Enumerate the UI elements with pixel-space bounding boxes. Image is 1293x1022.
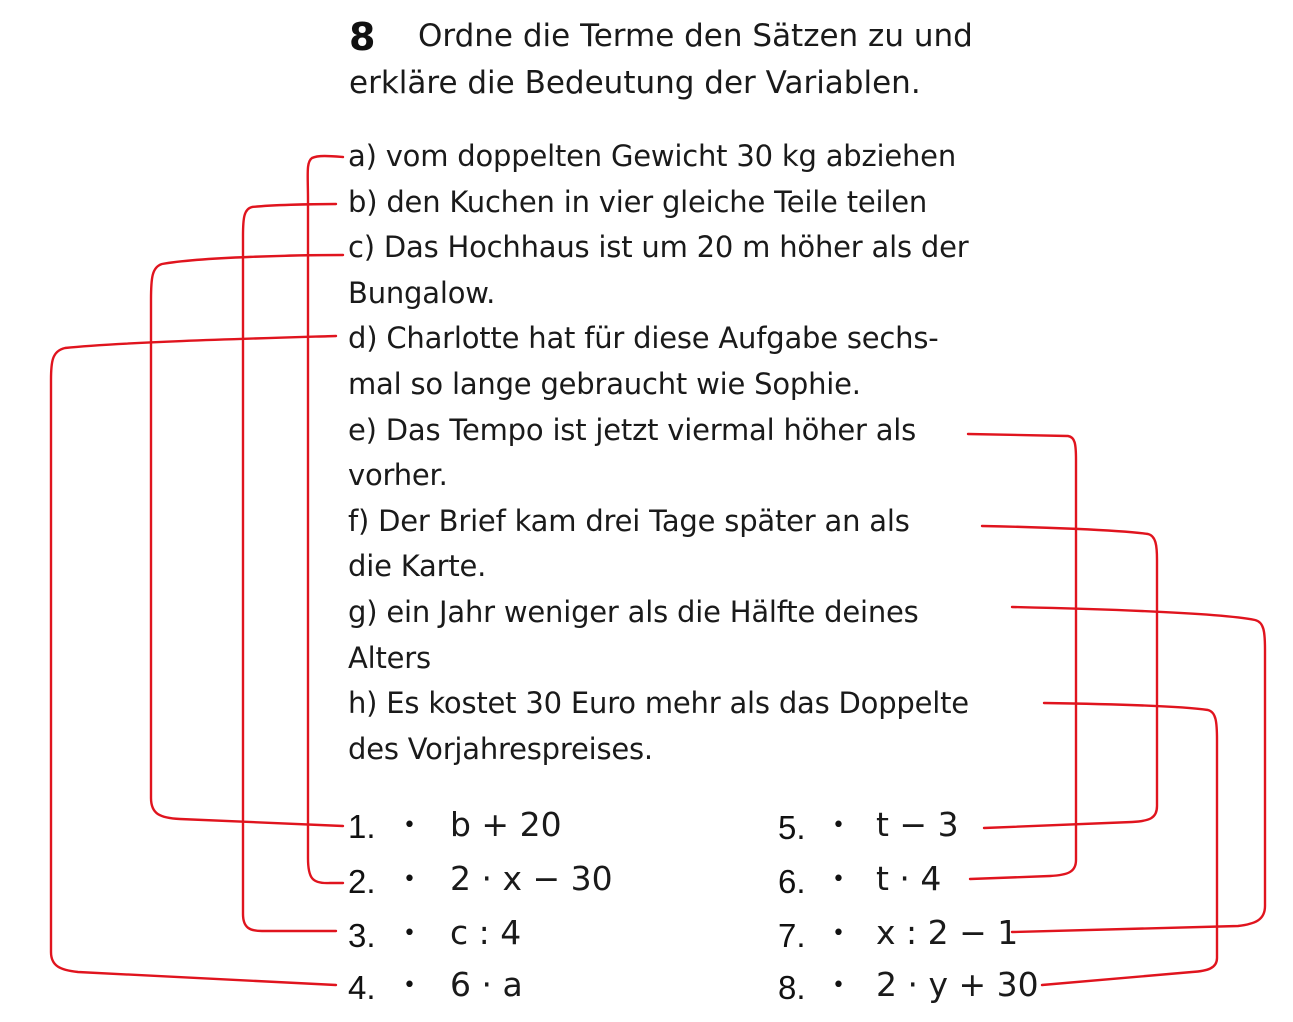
term-7-number: 7. bbox=[778, 917, 806, 954]
term-5-number: 5. bbox=[778, 809, 806, 846]
term-6-number: 6. bbox=[778, 863, 806, 900]
connector-h-to-8 bbox=[1042, 703, 1217, 985]
term-7-bullet: • bbox=[832, 921, 845, 946]
term-1-expression: b + 20 bbox=[450, 805, 562, 844]
term-5-bullet: • bbox=[832, 813, 845, 838]
term-6-bullet: • bbox=[832, 867, 845, 892]
sentence-c-continued: Bungalow. bbox=[348, 276, 496, 310]
sentence-e-continued: vorher. bbox=[348, 458, 448, 492]
term-5-expression: t − 3 bbox=[876, 805, 959, 844]
sentence-f: f) Der Brief kam drei Tage später an als bbox=[348, 504, 910, 538]
term-8-number: 8. bbox=[778, 969, 806, 1006]
term-3-bullet: • bbox=[403, 921, 416, 946]
term-2-bullet: • bbox=[403, 867, 416, 892]
instruction-line-1: Ordne die Terme den Sätzen zu und bbox=[418, 18, 973, 54]
sentence-c: c) Das Hochhaus ist um 20 m höher als der bbox=[348, 230, 969, 264]
connector-d-to-4 bbox=[51, 336, 336, 985]
term-3-expression: c : 4 bbox=[450, 913, 522, 952]
term-2-expression: 2 · x − 30 bbox=[450, 859, 613, 898]
connector-e-to-6 bbox=[968, 434, 1076, 879]
sentence-e: e) Das Tempo ist jetzt viermal höher als bbox=[348, 413, 917, 447]
connector-c-to-1 bbox=[151, 255, 343, 826]
connector-f-to-5 bbox=[982, 526, 1157, 828]
term-1-bullet: • bbox=[403, 813, 416, 838]
term-2-number: 2. bbox=[348, 863, 376, 900]
term-7-expression: x : 2 − 1 bbox=[876, 913, 1019, 952]
term-1-number: 1. bbox=[348, 808, 376, 845]
sentence-g: g) ein Jahr weniger als die Hälfte deines bbox=[348, 595, 919, 629]
sentence-a: a) vom doppelten Gewicht 30 kg abziehen bbox=[348, 139, 956, 173]
sentence-h-continued: des Vorjahrespreises. bbox=[348, 732, 653, 766]
term-8-expression: 2 · y + 30 bbox=[876, 965, 1039, 1004]
sentence-g-continued: Alters bbox=[348, 641, 431, 675]
sentence-d-continued: mal so lange gebraucht wie Sophie. bbox=[348, 367, 861, 401]
connector-a-to-2 bbox=[308, 156, 343, 883]
sentence-d: d) Charlotte hat für diese Aufgabe sechs- bbox=[348, 321, 939, 355]
instruction-line-2: erkläre die Bedeutung der Variablen. bbox=[349, 65, 921, 101]
connector-g-to-7 bbox=[1012, 607, 1265, 932]
connector-b-to-3 bbox=[243, 204, 336, 931]
exercise-number: 8 bbox=[349, 15, 376, 59]
term-4-expression: 6 · a bbox=[450, 965, 523, 1004]
term-3-number: 3. bbox=[348, 917, 376, 954]
sentence-h: h) Es kostet 30 Euro mehr als das Doppelte bbox=[348, 686, 969, 720]
sentence-f-continued: die Karte. bbox=[348, 549, 487, 583]
term-8-bullet: • bbox=[832, 973, 845, 998]
term-6-expression: t · 4 bbox=[876, 859, 942, 898]
sentence-b: b) den Kuchen in vier gleiche Teile teilen bbox=[348, 185, 928, 219]
term-4-number: 4. bbox=[348, 969, 376, 1006]
term-4-bullet: • bbox=[403, 973, 416, 998]
